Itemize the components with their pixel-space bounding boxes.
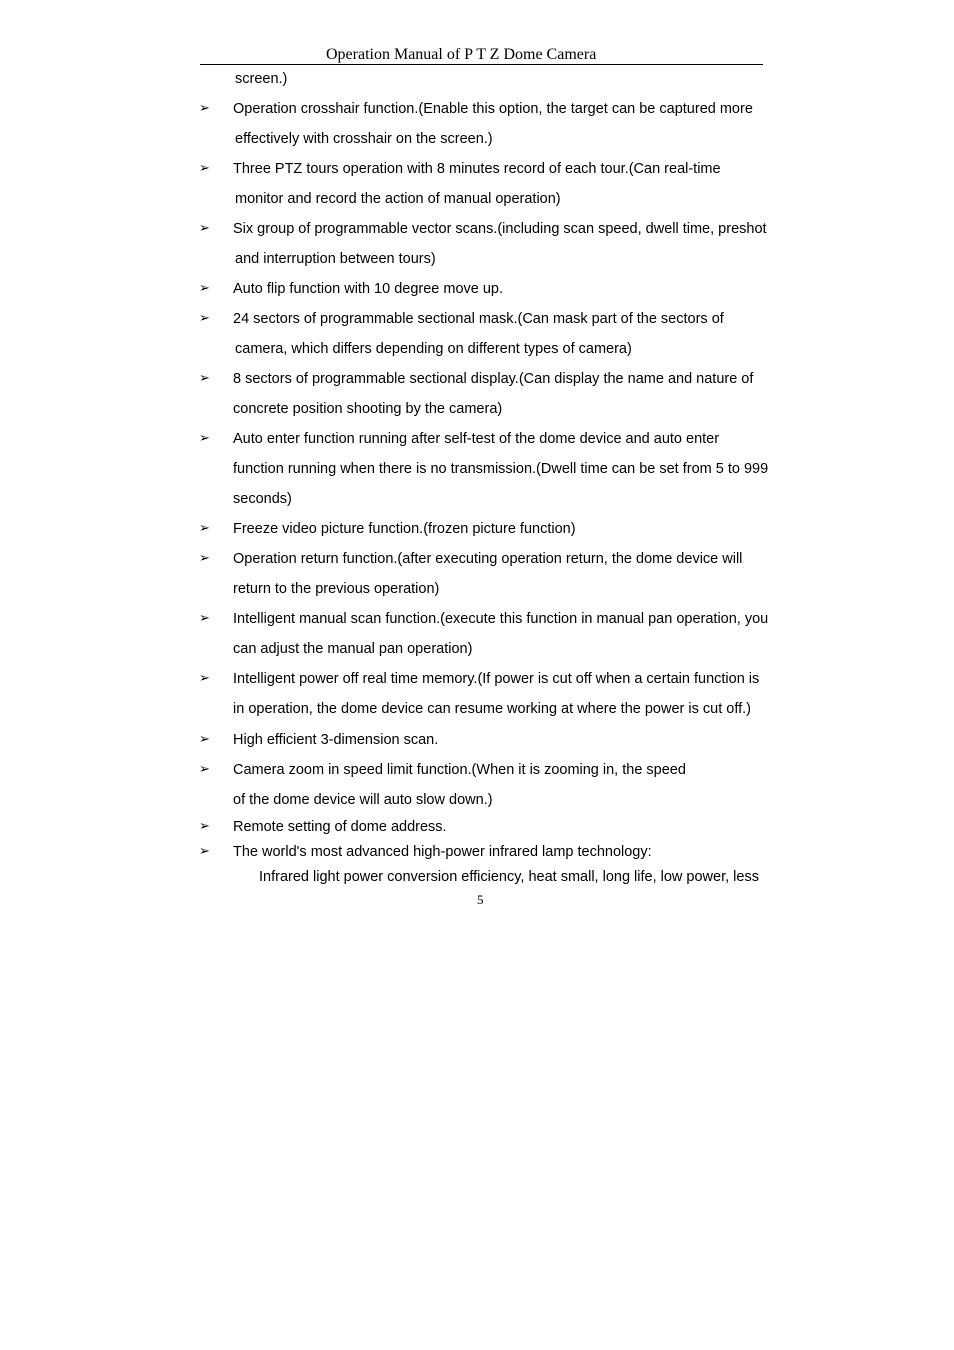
bullet-icon: ➢: [199, 819, 210, 834]
continuation-text: screen.): [235, 71, 288, 87]
list-item-line: Operation crosshair function.(Enable this option, the target can be captured more: [233, 101, 753, 117]
list-item-line: camera, which differs depending on different types of camera): [235, 341, 632, 357]
list-item-line: Intelligent power off real time memory.(If power is cut off when a certain function is: [233, 671, 760, 687]
list-item-line: The world's most advanced high-power infrared lamp technology:: [233, 844, 652, 860]
bullet-icon: ➢: [199, 844, 210, 859]
list-item-line: Auto flip function with 10 degree move up.: [233, 281, 504, 297]
list-item-line: 8 sectors of programmable sectional display.(Can display the name and nature of: [233, 371, 754, 387]
list-item-line: in operation, the dome device can resume working at where the power is cut off.): [233, 701, 751, 717]
bullet-icon: ➢: [199, 762, 210, 777]
list-item-line: Operation return function.(after executing operation return, the dome device will: [233, 551, 743, 567]
bullet-icon: ➢: [199, 101, 210, 116]
list-item-line: and interruption between tours): [235, 251, 436, 267]
bullet-icon: ➢: [199, 161, 210, 176]
list-item-line: function running when there is no transmission.(Dwell time can be set from 5 to 999: [233, 461, 769, 477]
bullet-icon: ➢: [199, 431, 210, 446]
list-item-line: monitor and record the action of manual operation): [235, 191, 561, 207]
bullet-icon: ➢: [199, 311, 210, 326]
bullet-icon: ➢: [199, 371, 210, 386]
list-item-line: can adjust the manual pan operation): [233, 641, 473, 657]
bullet-icon: ➢: [199, 521, 210, 536]
list-item-line: effectively with crosshair on the screen.): [235, 131, 493, 147]
list-item-line: of the dome device will auto slow down.): [233, 792, 493, 808]
list-item-line: concrete position shooting by the camera): [233, 401, 503, 417]
bullet-icon: ➢: [199, 551, 210, 566]
list-item-line: High efficient 3-dimension scan.: [233, 732, 439, 748]
header-title: Operation Manual of P T Z Dome Camera: [326, 46, 597, 63]
list-item-line: Intelligent manual scan function.(execute this function in manual pan operation, you: [233, 611, 769, 627]
list-item-line: Camera zoom in speed limit function.(When it is zooming in, the speed: [233, 762, 686, 778]
list-item-line: Remote setting of dome address.: [233, 819, 447, 835]
bullet-icon: ➢: [199, 611, 210, 626]
bullet-icon: ➢: [199, 671, 210, 686]
list-item-line: Six group of programmable vector scans.(including scan speed, dwell time, preshot: [233, 221, 767, 237]
list-item-line: Auto enter function running after self-test of the dome device and auto enter: [233, 431, 720, 447]
list-item-line: seconds): [233, 491, 292, 507]
list-item-line: return to the previous operation): [233, 581, 440, 597]
list-item-line: Freeze video picture function.(frozen picture function): [233, 521, 576, 537]
bullet-icon: ➢: [199, 281, 210, 296]
bullet-icon: ➢: [199, 221, 210, 236]
page-header: [200, 46, 763, 65]
bullet-icon: ➢: [199, 732, 210, 747]
trailing-paragraph: Infrared light power conversion efficiency, heat small, long life, low power, less: [259, 869, 759, 885]
page-number: 5: [477, 892, 484, 907]
list-item-line: Three PTZ tours operation with 8 minutes record of each tour.(Can real-time: [233, 161, 721, 177]
list-item-line: 24 sectors of programmable sectional mask.(Can mask part of the sectors of: [233, 311, 724, 327]
